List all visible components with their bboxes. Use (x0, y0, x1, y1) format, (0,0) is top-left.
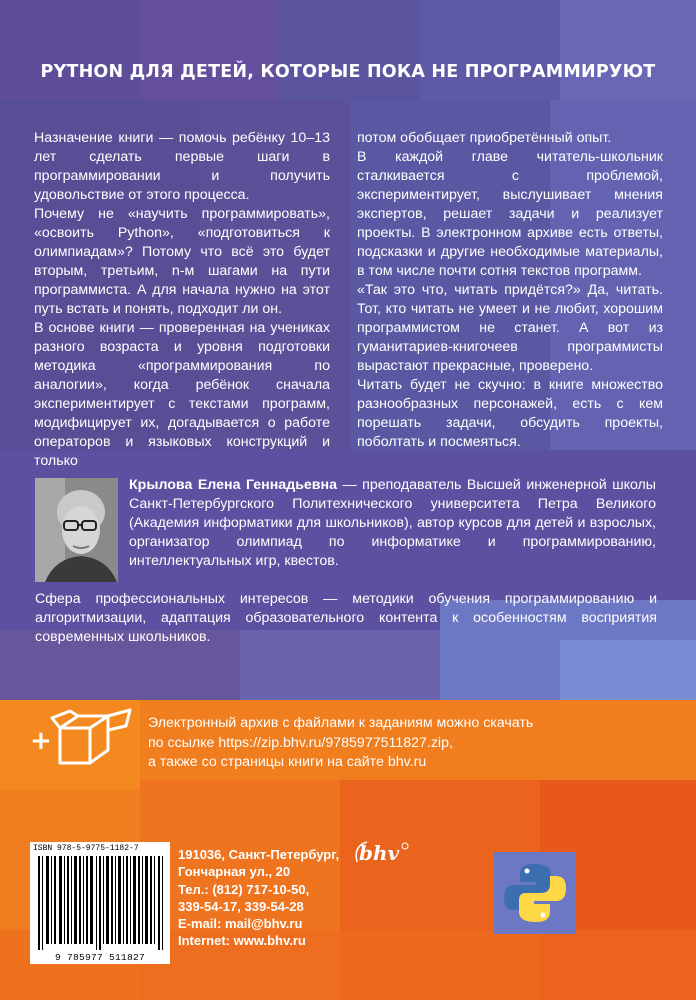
publisher-contacts (178, 846, 339, 950)
background-tile (140, 0, 280, 100)
isbn-label: ISBN 978-5-9775-1182-7 (33, 844, 139, 853)
paragraph: Почему не «научить программировать», «освоить Python», «подготовиться к олимпиадам»? Потому что всё это будет вторым, третьим, n-м шагами на пути программиста. А для начала нужно на этот путь встать и понять, подходит ли он. (34, 206, 330, 317)
author-name: Крылова Елена Геннадьевна (129, 477, 337, 493)
contact-line: Тел.: (812) 717-10-50, (178, 881, 310, 897)
plus-icon: + (30, 726, 52, 756)
archive-line: а также со страницы книги на сайте bhv.ru (148, 754, 427, 770)
right-column (357, 129, 663, 452)
author-bio-text: — преподаватель Высшей инженерной школы Санкт-Петербургского Политехнического университета Петра Великого (Академия информатики для школьников), автор курсов для детей и взрослых, организатор олимпиад по информатике и программированию, интеллектуальных игр, квестов. (129, 477, 657, 569)
paragraph: потом обобщает приобретённый опыт. (357, 130, 612, 146)
archive-info (148, 714, 628, 773)
svg-text:bhv: bhv (359, 841, 400, 865)
archive-line: Электронный архив с файлами к заданиям можно скачать (148, 715, 534, 731)
contact-line: 339-54-17, 339-54-28 (178, 898, 304, 914)
author-bio (129, 476, 656, 571)
author-photo (35, 478, 118, 582)
background-tile (560, 0, 696, 100)
contact-email[interactable]: E-mail: mail@bhv.ru (178, 916, 303, 932)
background-tile (0, 0, 140, 100)
contact-line: Гончарная ул., 20 (178, 864, 291, 880)
python-logo (494, 852, 576, 934)
paragraph: Читать будет не скучно: в книге множество разнообразных персонажей, есть с кем порешать задачи, обсудить проекты, поболтать и посмеяться. (357, 377, 663, 450)
barcode (30, 842, 170, 964)
barcode-bars (38, 856, 164, 950)
contact-website[interactable]: Internet: www.bhv.ru (178, 933, 306, 949)
paragraph: В каждой главе читатель-школьник сталкивается с проблемой, экспериментирует, выслушивает мнения экспертов, решает задачи и реализует проекты. В электронном архиве есть ответы, подсказки и другие необходимые материалы, в том числе почти сотня текстов программ. (357, 149, 663, 279)
left-column (34, 129, 330, 471)
background-tile (560, 640, 696, 700)
barcode-digits: 9 785977 511827 (54, 952, 145, 963)
archive-icon (30, 708, 140, 768)
page-title: PYTHON ДЛЯ ДЕТЕЙ, КОТОРЫЕ ПОКА НЕ ПРОГРАММИРУЮТ (40, 62, 656, 82)
author-bio-continued: Сфера профессиональных интересов — методики обучения программированию и алгоритмизации, адаптация образовательного контента к особенностям восприятия современных школьников. (35, 591, 657, 645)
background-tile (420, 0, 560, 100)
publisher-logo (351, 836, 411, 866)
background-tile (280, 0, 420, 100)
paragraph: Назначение книги — помочь ребёнку 10–13 лет сделать первые шаги в программировании и получить удовольствие от этого процесса. (34, 130, 330, 203)
paragraph: В основе книги — проверенная на учениках разного возраста и уровня подготовки методика «программирования по аналогии», когда ребёнок сначала экспериментирует с текстами программ, модифицирует их, догадывается о работе операторов и языковых конструкций и только (34, 320, 330, 469)
contact-line: 191036, Санкт-Петербург, (178, 847, 340, 862)
paragraph: «Так это что, читать придётся?» Да, читать. Тот, кто читать не умеет и не любит, хорошим программистом не станет. А вот из гуманитариев-книгочеев программисты вырастают прекрасные, проверено. (357, 282, 663, 374)
archive-link[interactable]: по ссылке https://zip.bhv.ru/9785977511827.zip, (148, 734, 453, 751)
